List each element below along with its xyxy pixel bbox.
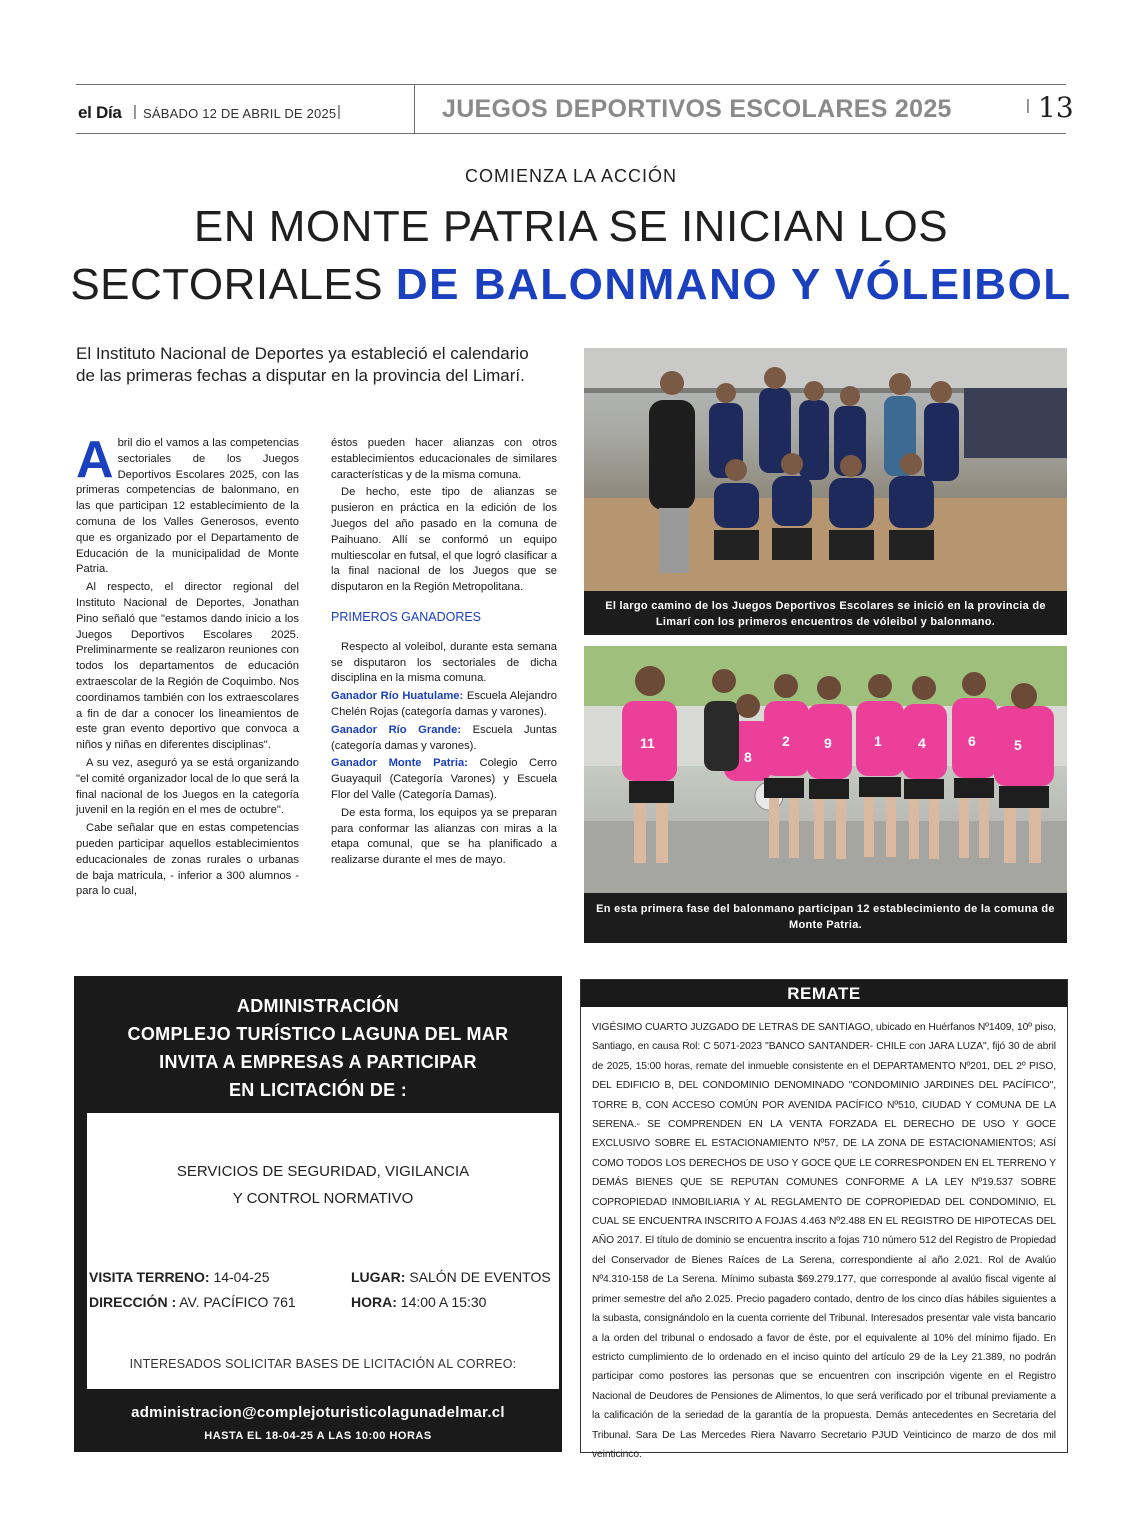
title-accent: DE BALONMANO Y VÓLEIBOL [395,260,1072,309]
header-separator: | [133,103,137,120]
paragraph: Cabe señalar que en estas competencias pueden participar aquellos establecimientos educacionales de zonas rurales o urbanas de baja matricula, - inferior a 300 alumnos - para lo cual, [76,822,299,898]
header-bottom-rule [76,133,1066,134]
ad-title: ADMINISTRACIÓN COMPLEJO TURÍSTICO LAGUNA DEL MAR INVITA A EMPRESAS A PARTICIPAR EN LICITACIÓN DE : [127,996,509,1100]
winner-entry: Ganador Monte Patria: Colegio Cerro Guayaquil (Categoría Varones) y Escuela Flor del Valle (Categoría Damas). [331,757,557,801]
header-separator: | [337,103,341,120]
ad-visit-date: VISITA TERRENO: 14-04-25 [89,1269,270,1285]
jersey-number: 5 [1014,737,1022,753]
photo-caption-1: El largo camino de los Juegos Deportivos Escolares se inició en la provincia de Limarí con los primeros encuentros de vóleibol y balonmano. [584,591,1067,635]
drop-cap: A [76,431,114,489]
winner-entry: Ganador Río Grande: Escuela Juntas (categoría damas y varones). [331,723,557,752]
ad-contact-note: INTERESADOS SOLICITAR BASES DE LICITACIÓN AL CORREO: [129,1357,517,1371]
photo-volleyball-team [584,348,1067,591]
jersey-number: 6 [968,733,976,749]
winner-entry: Ganador Río Huatulame: Escuela Alejandro Chelén Rojas (categoría damas y varones). [331,690,557,718]
article-column-1 [76,431,299,902]
paragraph: A su vez, aseguró ya se está organizando "el comité organizador local de lo que será la final nacional de los Juegos en la categoría juvenil en la región en el mes de octubre". [76,756,299,817]
header-separator: | [1026,97,1030,114]
paragraph: Respecto al voleibol, durante esta semana se disputaron los sectoriales de dicha disciplina en la misma comuna. [331,640,557,685]
header-divider [414,84,415,134]
jersey-number: 1 [874,733,882,749]
photo-caption-2: En esta primera fase del balonmano participan 12 establecimiento de la comuna de Monte Patria. [584,893,1067,943]
jersey-number: 8 [744,749,752,765]
section-name: JUEGOS DEPORTIVOS ESCOLARES 2025 [442,95,952,123]
jersey-number: 11 [640,735,655,751]
article-title-line2 [0,260,1142,310]
ad-service-name: SERVICIOS DE SEGURIDAD, VIGILANCIA Y CONTROL NORMATIVO [176,1163,470,1207]
ad-address: DIRECCIÓN : AV. PACÍFICO 761 [89,1294,296,1310]
paragraph: Abril dio el vamos a las competencias sectoriales de los Juegos Deportivos Escolares 2025, con las primeras competencias de balonmano, en las que participan 12 establecimiento de la comuna de los Valles Generosos, evento que es organizado por el Departamento de Educación de la municipalidad de Monte Patria. [76,431,299,576]
issue-date: SÁBADO 12 DE ABRIL DE 2025 [143,106,337,121]
article-column-2 [331,436,557,871]
jersey-number: 9 [824,735,832,751]
ad-venue: LUGAR: SALÓN DE EVENTOS [351,1269,551,1285]
photo-volleyball-illustration [584,348,1067,591]
page-number: 13 [1038,91,1074,124]
ad-deadline: HASTA EL 18-04-25 A LAS 10:00 HORAS [204,1430,432,1442]
jersey-number: 4 [918,735,926,751]
paragraph: éstos pueden hacer alianzas con otros establecimientos educacionales de similares características y de la misma comuna. [331,437,557,481]
article-title-line1: EN MONTE PATRIA SE INICIAN LOS [193,202,949,251]
newspaper-brand: el Día [78,103,122,122]
jersey-number: 2 [782,733,790,749]
subheading: PRIMEROS GANADORES [331,609,482,624]
title-plain: SECTORIALES [70,260,384,309]
auction-heading: REMATE [581,980,1067,1007]
photo-handball-illustration [584,646,1067,893]
paragraph: De hecho, este tipo de alianzas se pusieron en práctica en la edición de los Juegos del año pasado en la comuna de Paihuano. Allí se conformó un equipo multiescolar en futsal, el que logró clasificar a la final nacional de los Juegos que se disputaron en la Región Metropolitana. [331,486,557,594]
auction-body: VIGÉSIMO CUARTO JUZGADO DE LETRAS DE SANTIAGO, ubicado en Huérfanos Nº1409, 10º piso, Santiago, en causa Rol: C 5071-2023 "BANCO SANTANDER- CHILE con JARA LUZA", fijó 30 de abril de 2025, 15:00 horas, remate del inmueble consistente en el DEPARTAMENTO Nº201, DEL 2º PISO, DEL EDIFICIO B, DEL CONDOMINIO DENOMINADO "CONDOMINIO JARDINES DEL PACÍFICO", TORRE B, CON ACCESO COMÚN POR AVENIDA PACÍFICO Nº510, CIUDAD Y COMUNA DE LA SERENA.- SE COMPRENDEN EN LA VENTA FORZADA EL DERECHO DE USO Y GOCE EXCLUSIVO SOBRE EL ESTACIONAMIENTO Nº57, DE LA ZONA DE ESTACIONAMIENTOS; ASÍ COMO TODOS LOS DERECHOS DE USO Y GOCE QUE LE CORRESPONDEN EN EL TERRENO Y DEMÁS BIENES QUE SE REPUTAN COMUNES CONFORME A LA LEY Nº19.537 SOBRE COPROPIEDAD INMOBILIARIA Y AL REGLAMENTO DE COPROPIEDAD DEL CONDOMINIO, EL CUAL SE ENCUENTRA INSCRITO A FOJAS 4.463 Nº2.488 EN EL REGISTRO DE HIPOTECAS DEL AÑO 2017. El título de dominio se encuentra inscrito a fojas 710 número 512 del Registro de Propiedad del Conservador de Bienes Raíces de La Serena, correspondiente al año 2.021. Rol de Avalúo Nº4.310-158 de La Serena. Mínimo subasta $69.279.177, que corresponde al avalúo fiscal vigente al primer semestre del año 2.025. Precio pagadero contado, dentro de los cinco días hábiles siguientes a la subasta, consignándolo en la cuenta corriente del Tribunal. Interesados presentar vale vista bancario a la orden del tribunal o endosado a favor de éste, por el equivalente al 10% del mínimo fijado. En estricto cumplimiento de lo ordenado en el inciso quinto del artículo 29 de la Ley 21.389, no podrán participar como postores las personas que se encuentren con inscripción vigente en el Registro Nacional de Deudores de Pensiones de Alimentos, lo que será verificado por el tribunal previamente a la calificación de la seriedad de la garantía de la propuesta. Demás antecedentes en Secretaria del Tribunal. Sara De Las Mercedes Riera Navarro Secretario PJUD Veinticinco de marzo de dos mil veinticinco. [592,1022,1056,1460]
photo-handball-team [584,646,1067,893]
header-top-rule [76,84,1066,85]
ad-details-panel [87,1113,559,1389]
paragraph: De esta forma, los equipos ya se preparan para conformar las alianzas con miras a la etapa comunal, que se ha planificado a realizarse durante el mes de mayo. [331,806,557,867]
article-lead: El Instituto Nacional de Deportes ya estableció el calendario de las primeras fechas a disputar en la provincia del Limarí. [76,344,529,385]
ad-email: administracion@complejoturisticolagunadelmar.cl [131,1404,505,1421]
paragraph: Al respecto, el director regional del Instituto Nacional de Deportes, Jonathan Pino señaló que "estamos dando inicio a los Juegos Deportivos Escolares 2025. Preliminarmente se realizaron reuniones con todos los departamentos de educación extraescolar de la Región de Coquimbo. Nos coordinamos también con los extraescolares a fin de dar a conocer los lineamientos de este gran evento deportivo que convoca a niños y niñas en diferentes disciplinas". [76,581,299,752]
ad-time: HORA: 14:00 A 15:30 [351,1294,487,1310]
article-kicker: COMIENZA LA ACCIÓN [464,166,678,186]
